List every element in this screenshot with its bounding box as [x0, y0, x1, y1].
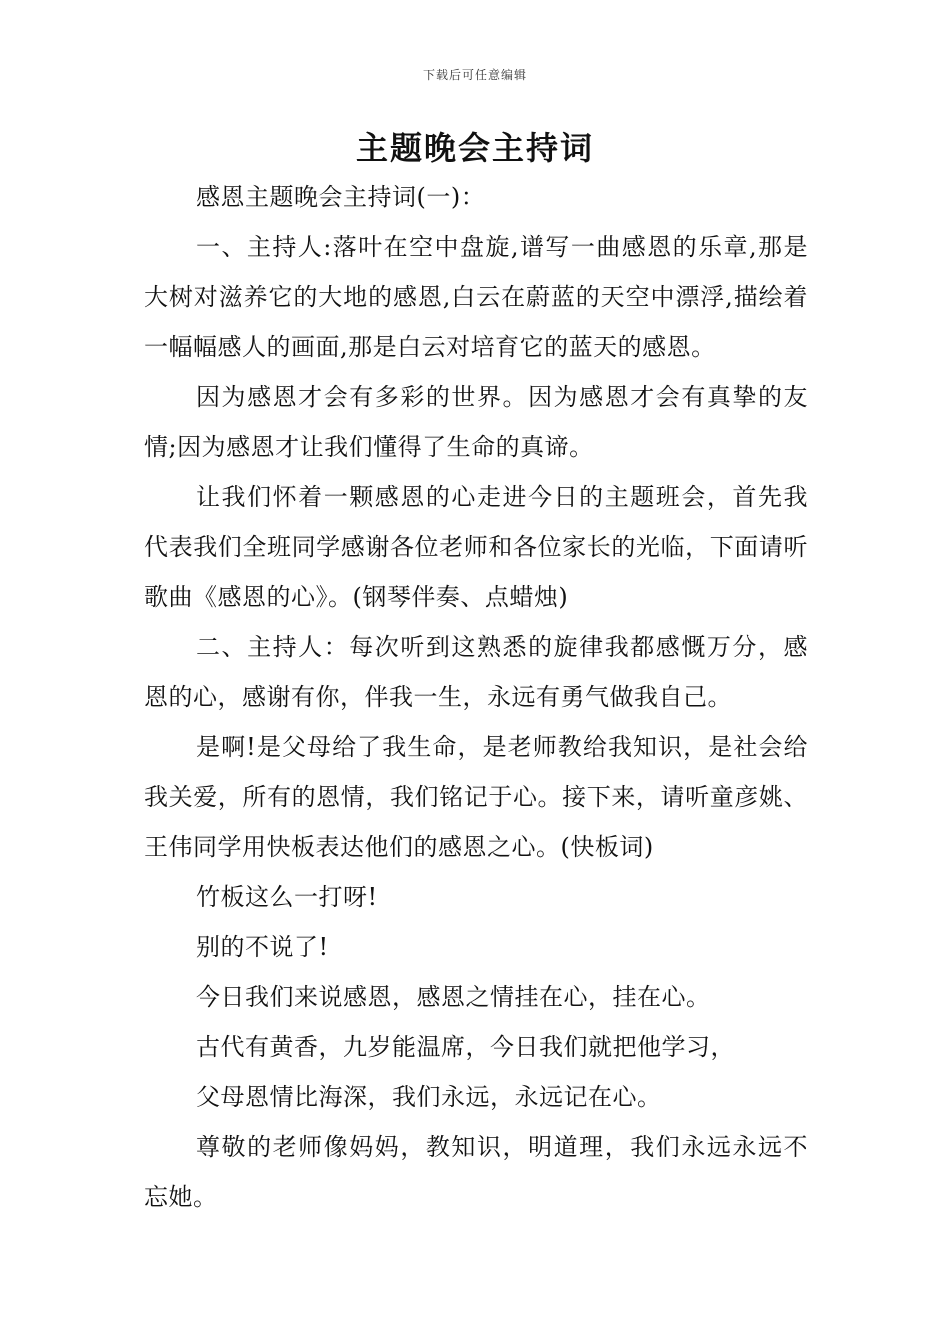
verse-line: 古代有黄香，九岁能温席，今日我们就把他学习， [196, 1033, 735, 1061]
verse-line: 今日我们来说感恩，感恩之情挂在心，挂在心。 [196, 983, 711, 1011]
paragraph: 一、主持人:落叶在空中盘旋,谱写一曲感恩的乐章,那是大树对滋养它的大地的感恩,白云在蔚蓝的天空中漂浮,描绘着一幅幅感人的画面,那是白云对培育它的蓝天的感恩。 [144, 233, 808, 361]
verse-line: 尊敬的老师像妈妈，教知识，明道理，我们永远永远不忘她。 [144, 1133, 808, 1211]
verse-line: 竹板这么一打呀! [196, 883, 378, 911]
verse-line: 别的不说了! [196, 933, 329, 961]
verse-line: 父母恩情比海深，我们永远，永远记在心。 [196, 1083, 662, 1111]
paragraph: 让我们怀着一颗感恩的心走进今日的主题班会，首先我代表我们全班同学感谢各位老师和各位家长的光临，下面请听歌曲《感恩的心》。(钢琴伴奏、点蜡烛) [144, 483, 808, 611]
document-body [144, 172, 808, 1222]
document-title: 主题晚会主持词 [355, 129, 594, 167]
paragraph-subtitle: 感恩主题晚会主持词(一)： [196, 183, 486, 211]
paragraph: 是啊!是父母给了我生命，是老师教给我知识，是社会给我关爱，所有的恩情，我们铭记于心。接下来，请听童彦姚、王伟同学用快板表达他们的感恩之心。(快板词) [144, 733, 808, 861]
paragraph: 二、主持人：每次听到这熟悉的旋律我都感慨万分，感恩的心，感谢有你，伴我一生，永远有勇气做我自己。 [144, 633, 808, 711]
paragraph: 因为感恩才会有多彩的世界。因为感恩才会有真挚的友情;因为感恩才让我们懂得了生命的真谛。 [144, 383, 808, 461]
header-note: 下载后可任意编辑 [422, 68, 527, 82]
